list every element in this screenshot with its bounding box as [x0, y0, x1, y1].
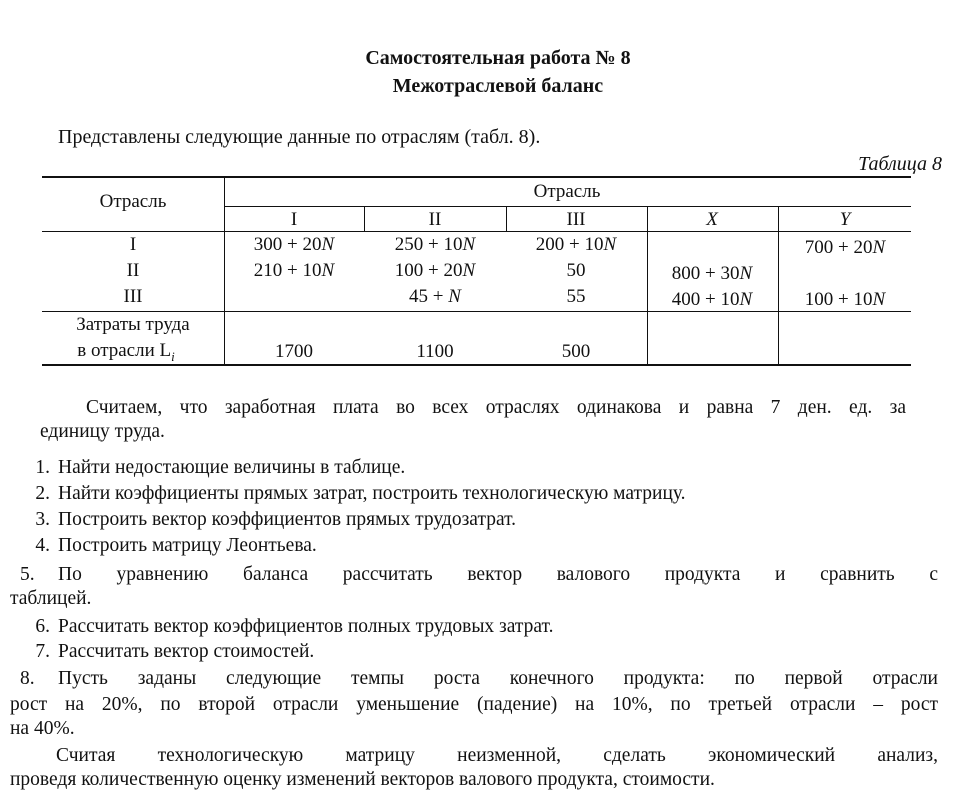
conclusion-text: Считая технологическую матрицу неизменной, сделать экономический анализ, [56, 745, 938, 766]
table-cell: 300 + 20N [253, 234, 335, 255]
row-label: II [126, 260, 140, 281]
table-cell: 45 + N [409, 286, 461, 307]
table-vline [647, 206, 648, 365]
list-item: 5. По уравнению баланса рассчитать вектор валового продукта и сравнить с [20, 564, 938, 585]
intro-text: Представлены следующие данные по отраслям (табл. 8). [58, 126, 541, 148]
column-header: Y [839, 209, 851, 230]
list-item-continuation: рост на 20%, по второй отрасли уменьшение (падение) на 10%, по третьей отрасли – рост [10, 694, 938, 715]
table-cell: 200 + 10N [535, 234, 617, 255]
table-cell: 800 + 30N [671, 263, 753, 284]
table-labor-rule [42, 311, 911, 312]
row-label: I [129, 234, 137, 255]
table-vline [364, 206, 365, 232]
table-cell: 250 + 10N [394, 234, 476, 255]
list-item-continuation: на 40%. [10, 718, 75, 739]
row-label: III [123, 286, 143, 307]
table-top-rule [42, 176, 911, 178]
labor-label: в отрасли $L_i$ [77, 340, 175, 364]
list-item-continuation: таблицей. [10, 588, 92, 609]
column-header: I [290, 209, 298, 230]
column-header: III [566, 209, 586, 230]
table-header-bottom-rule [42, 231, 911, 232]
table-cell: 100 + 10N [804, 289, 886, 310]
list-item: 8. Пусть заданы следующие темпы роста конечного продукта: по первой отрасли [20, 668, 938, 689]
list-item: 2. Найти коэффициенты прямых затрат, построить технологическую матрицу. [35, 483, 686, 504]
labor-value: 1700 [275, 341, 313, 362]
table-vline [506, 206, 507, 232]
table-cell: 50 [566, 260, 586, 281]
list-item: 3. Построить вектор коэффициентов прямых трудозатрат. [35, 509, 517, 530]
page-title: Самостоятельная работа № 8 [365, 47, 631, 69]
table-vline [778, 206, 779, 365]
table-cell: 700 + 20N [804, 237, 886, 258]
assumption-text: единицу труда. [40, 421, 165, 442]
list-item: 7. Рассчитать вектор стоимостей. [35, 641, 315, 662]
table-cell: 400 + 10N [671, 289, 753, 310]
row-header: Отрасль [99, 191, 167, 212]
column-header: X [706, 209, 718, 230]
table-caption: Таблица 8 [858, 153, 942, 175]
column-group-header: Отрасль [533, 181, 601, 202]
labor-label: Затраты труда [76, 314, 190, 335]
table-vline [224, 176, 225, 365]
conclusion-text: проведя количественную оценку изменений векторов валового продукта, стоимости. [10, 769, 715, 790]
table-subheader-rule [224, 206, 911, 207]
assumption-text: Считаем, что заработная плата во всех отраслях одинакова и равна 7 ден. ед. за [86, 397, 906, 418]
list-item: 1. Найти недостающие величины в таблице. [35, 457, 406, 478]
table-cell: 100 + 20N [394, 260, 476, 281]
list-item: 4. Построить матрицу Леонтьева. [35, 535, 317, 556]
page-subtitle: Межотраслевой баланс [392, 75, 604, 97]
labor-value: 1100 [416, 341, 454, 362]
table-cell: 55 [566, 286, 586, 307]
list-item: 6. Рассчитать вектор коэффициентов полных трудовых затрат. [35, 616, 554, 637]
labor-value: 500 [561, 341, 591, 362]
table-cell: 210 + 10N [253, 260, 335, 281]
column-header: II [428, 209, 442, 230]
